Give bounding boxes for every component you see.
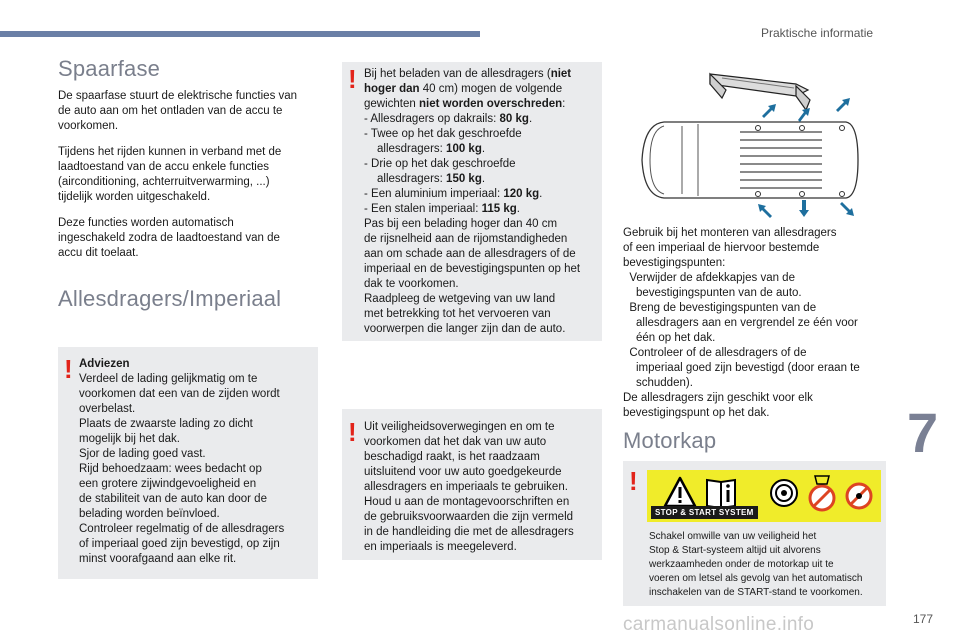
- no-fan-prohibition-icon: [847, 484, 871, 508]
- manual-book-icon: [707, 480, 735, 508]
- chapter-number: 7: [907, 401, 939, 464]
- ignition-coil-icon: [771, 480, 797, 506]
- heading-spaarfase: Spaarfase: [58, 56, 161, 81]
- page-number: 177: [913, 612, 934, 626]
- van-top-view: [642, 122, 858, 198]
- warning-icon: !: [64, 354, 73, 384]
- section-title: Praktische informatie: [761, 26, 874, 40]
- motorkap-note: Schakel omwille van uw veiligheid het Stop & Start-systeem altijd uit alvorens werkzaamheden onder de motorkap uit te voeren om letsel als gevolg van het automatisch inschakelen van de START-stand te voorkomen.: [649, 531, 863, 598]
- roof-bar-illustration: [710, 74, 810, 110]
- safety-text: Uit veiligheidsoverwegingen en om te voorkomen dat het dak van uw auto beschadigd raakt, is het raadzaam uitsluitend voor uw auto goedgekeurde allesdragers en imperiaals te gebruiken. Houd u aan de montagevoorschriften en de gebruiksvoorwaarden die zijn vermeld in de handleiding die met de allesdragers en imperiaals is meegeleverd.: [364, 421, 574, 553]
- spaarfase-paragraph-1: De spaarfase stuurt de elektrische functies van de auto aan om het ontladen van de accu te voorkomen.: [58, 90, 298, 132]
- heading-motorkap: Motorkap: [623, 428, 717, 453]
- warning-icon: !: [629, 466, 638, 496]
- spaarfase-paragraph-3: Deze functies worden automatisch ingeschakeld zodra de laadtoestand van de accu dit toelaat.: [58, 217, 280, 259]
- heading-allesdragers: Allesdragers/Imperiaal: [58, 286, 282, 311]
- no-hand-prohibition-icon: [810, 476, 834, 510]
- roof-mounting-illustration: [636, 60, 868, 218]
- watermark: carmanualsonline.info: [623, 614, 815, 635]
- warning-triangle-icon: [665, 478, 695, 506]
- load-limits-text: Bij het beladen van de allesdragers (niet hoger dan 40 cm) mogen de volgende gewichten niet worden overschreden: - Allesdragers op dakrails: 80 kg. - Twee op het dak geschroefde allesdragers: 100 kg. - Drie op het dak geschroefde allesdragers: 150 kg. - Een aluminium imperiaal: 120 kg. - Een stalen imperiaal: 115 kg. Pas bij een belading hoger dan 40 cm de rijsnelheid aan de rijomstandigheden aan om schade aan de allesdragers of de imperiaal en de bevestigingspunten op het dak te voorkomen. Raadpleeg de wetgeving van uw land met betrekking tot het vervoeren van voorwerpen die langer zijn dan de auto.: [364, 68, 581, 335]
- stop-start-warning-graphic: [647, 470, 881, 522]
- spaarfase-paragraph-2: Tijdens het rijden kunnen in verband met de laadtoestand van de accu enkele functies (airconditioning, achterruitverwarming, ...) tijdelijk worden uitgeschakeld.: [58, 146, 282, 203]
- advice-text: Adviezen Verdeel de lading gelijkmatig om te voorkomen dat een van de zijden wordt overbelast. Plaats de zwaarste lading zo dicht mogelijk bij het dak. Sjor de lading goed vast. Rijd behoedzaam: wees bedacht op een grotere zijwindgevoeligheid en de stabiliteit van de auto kan door de belading worden beïnvloed. Controleer regelmatig of de allesdragers of imperiaal goed zijn bevestigd, op zijn minst voorafgaand aan elke rit.: [79, 358, 285, 565]
- warning-icon: !: [348, 64, 357, 94]
- warning-icon: !: [348, 417, 357, 447]
- stop-start-label: STOP & START SYSTEM: [651, 506, 758, 519]
- top-accent-bar: [0, 31, 480, 37]
- mounting-instructions: Gebruik bij het monteren van allesdragers of een imperiaal de hiervoor bestemde bevestigingspunten: Verwijder de afdekkapjes van de bevestigingspunten van de auto. Breng de bevestigingspunten van de allesdragers aan en vergrendel ze één voor één op het dak. Controleer of de allesdragers of de imperiaal goed zijn bevestigd (door eraan te schudden). De allesdragers zijn geschikt voor elk bevestigingspunt op het dak.: [623, 227, 860, 419]
